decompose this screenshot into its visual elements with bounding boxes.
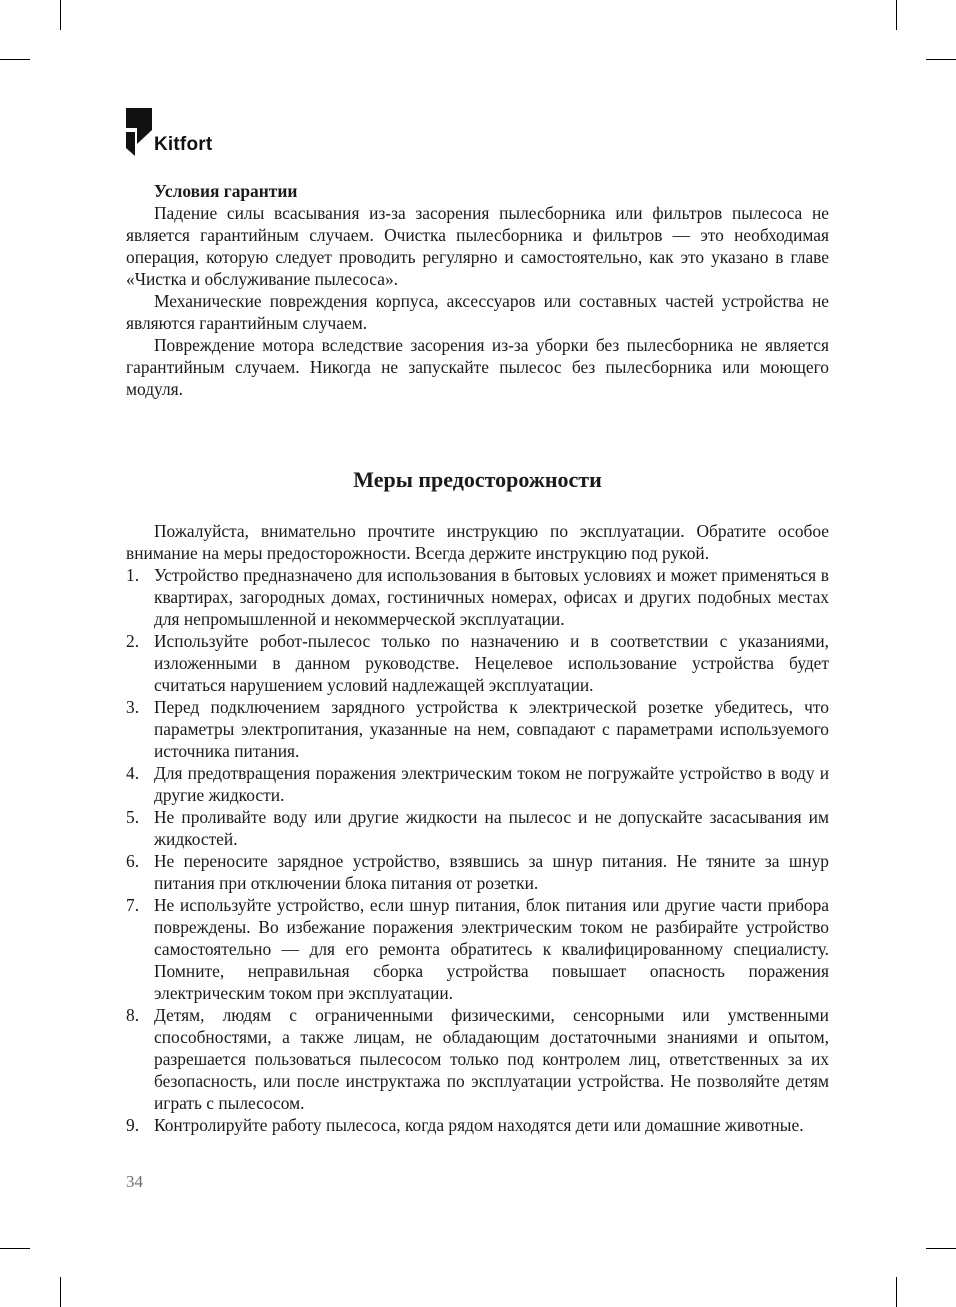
- item-text: Используйте робот-пылесос только по назначению и в соответствии с указаниями, изложенными в данном руководстве. Нецелевое использование устройства будет считаться нарушением условий надлежащей эксплуатации.: [154, 631, 829, 695]
- item-number: 6.: [126, 851, 140, 871]
- crop-mark-right-top: [926, 59, 956, 60]
- list-item: [126, 1004, 829, 1114]
- page-number: 34: [126, 1172, 143, 1191]
- section-title: Меры предосторожности: [353, 467, 602, 492]
- page-content: [126, 180, 829, 1136]
- item-number: 3.: [126, 697, 140, 717]
- list-item: [126, 630, 829, 696]
- item-text: Детям, людям с ограниченными физическими, сенсорными или умственными способностями, а также лицам, не обладающим достаточными знаниями и опытом, разрешается пользоваться пылесосом только под контролем лиц, ответственных за их безопасность, или после инструктажа по эксплуатации устройства. Не позволяйте детям играть с пылесосом.: [154, 1005, 829, 1113]
- crop-mark-bottom-left: [60, 1277, 61, 1307]
- precautions-intro: Пожалуйста, внимательно прочтите инструкцию по эксплуатации. Обратите особое внимание на меры предосторожности. Всегда держите инструкцию под рукой.: [126, 521, 829, 563]
- item-number: 2.: [126, 631, 140, 651]
- list-item: [126, 1114, 829, 1136]
- list-item: [126, 894, 829, 1004]
- item-number: 5.: [126, 807, 140, 827]
- kitfort-logo-icon: [126, 108, 152, 156]
- item-text: Контролируйте работу пылесоса, когда рядом находятся дети или домашние животные.: [154, 1115, 804, 1135]
- item-number: 1.: [126, 565, 140, 585]
- list-item: [126, 762, 829, 806]
- crop-mark-right-bottom: [926, 1248, 956, 1249]
- list-item: [126, 806, 829, 850]
- item-text: Не используйте устройство, если шнур питания, блок питания или другие части прибора повреждены. Во избежание поражения электрическим током не разбирайте устройство самостоятельно — для его ремонта обратитесь к квалифицированному специалисту. Помните, неправильная сборка устройства повышает опасность поражения электрическим током при эксплуатации.: [154, 895, 829, 1003]
- crop-mark-top-left: [60, 0, 61, 30]
- item-text: Устройство предназначено для использования в бытовых условиях и может применяться в квартирах, загородных домах, гостиничных номерах, офисах и других подобных местах для непромышленной и некоммерческой эксплуатации.: [154, 565, 829, 629]
- item-text: Перед подключением зарядного устройства к электрической розетке убедитесь, что параметры электропитания, указанные на нем, совпадают с параметрами используемого источника питания.: [154, 697, 829, 761]
- crop-mark-left-bottom: [0, 1248, 30, 1249]
- warranty-paragraph: Механические повреждения корпуса, аксессуаров или составных частей устройства не являются гарантийным случаем.: [126, 291, 829, 333]
- list-item: [126, 564, 829, 630]
- warranty-paragraph: Повреждение мотора вследствие засорения из-за уборки без пылесборника не является гарантийным случаем. Никогда не запускайте пылесос без пылесборника или моющего модуля.: [126, 335, 829, 399]
- brand-name: Kitfort: [154, 134, 213, 155]
- list-item: [126, 696, 829, 762]
- item-number: 7.: [126, 895, 140, 915]
- item-number: 8.: [126, 1005, 140, 1025]
- item-text: Не проливайте воду или другие жидкости на пылесос и не допускайте засасывания им жидкостей.: [154, 807, 829, 849]
- item-number: 9.: [126, 1115, 140, 1135]
- item-number: 4.: [126, 763, 140, 783]
- item-text: Для предотвращения поражения электрическим током не погружайте устройство в воду и другие жидкости.: [154, 763, 829, 805]
- crop-mark-left-top: [0, 59, 30, 60]
- crop-mark-top-right: [896, 0, 897, 30]
- item-text: Не переносите зарядное устройство, взявшись за шнур питания. Не тяните за шнур питания при отключении блока питания от розетки.: [154, 851, 829, 893]
- warranty-paragraph: Падение силы всасывания из-за засорения пылесборника или фильтров пылесоса не является гарантийным случаем. Очистка пылесборника и фильтров — это необходимая операция, которую следует проводить регулярно и самостоятельно, как это указано в главе «Чистка и обслуживание пылесоса».: [126, 203, 829, 289]
- crop-mark-bottom-right: [896, 1277, 897, 1307]
- list-item: [126, 850, 829, 894]
- warranty-heading: Условия гарантии: [154, 181, 298, 201]
- precautions-list: [126, 564, 829, 1136]
- brand-logo: [126, 108, 226, 158]
